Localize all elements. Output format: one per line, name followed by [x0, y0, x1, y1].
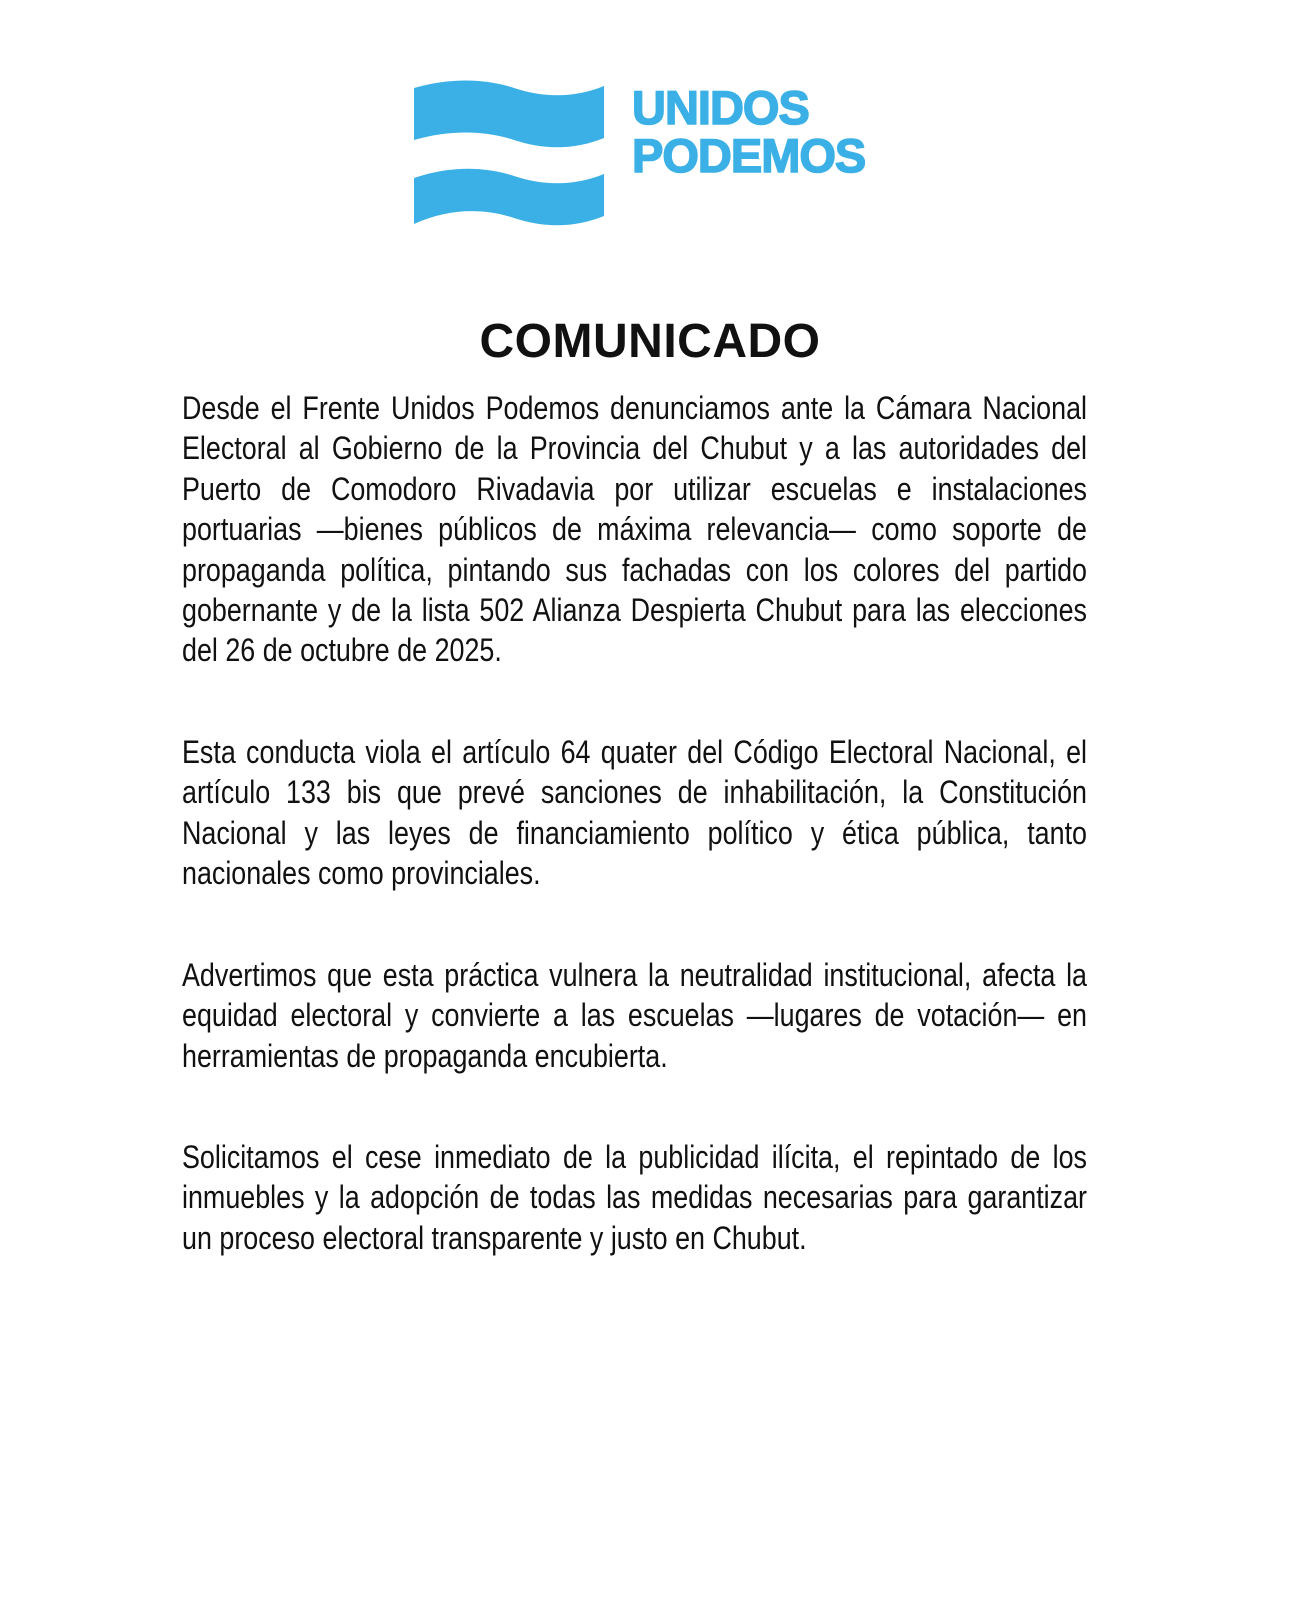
document-body [182, 388, 1087, 1319]
paragraph-violacion: Esta conducta viola el artículo 64 quater del Código Electoral Nacional, el artículo 133 bis que prevé sanciones de inhabilitación, la Constitución Nacional y las leyes de financiamiento político y ética pública, tanto nacionales como provinciales. [182, 734, 1087, 892]
party-logo [414, 78, 904, 228]
paragraph-wrapper [182, 1137, 1087, 1258]
paragraph-wrapper [182, 955, 1087, 1076]
paragraph-wrapper [182, 388, 1087, 671]
party-name-line1: UNIDOS [632, 81, 809, 134]
paragraph-advertencia: Advertimos que esta práctica vulnera la neutralidad institucional, afecta la equidad electoral y convierte a las escuelas —lugares de votación— en herramientas de propaganda encubierta. [182, 957, 1087, 1074]
party-name-line2: PODEMOS [632, 129, 866, 182]
paragraph-solicitud: Solicitamos el cese inmediato de la publicidad ilícita, el repintado de los inmuebles y la adopción de todas las medidas necesarias para garantizar un proceso electoral transparente y justo en Chubut. [182, 1139, 1087, 1256]
document-title: COMUNICADO [479, 315, 821, 368]
paragraph-denuncia: Desde el Frente Unidos Podemos denunciamos ante la Cámara Nacional Electoral al Gobierno de la Provincia del Chubut y a las autoridades del Puerto de Comodoro Rivadavia por utilizar escuelas e instalaciones portuarias —bienes públicos de máxima relevancia— como soporte de propaganda política, pintando sus fachadas con los colores del partido gobernante y de la lista 502 Alianza Despierta Chubut para las elecciones del 26 de octubre de 2025. [182, 390, 1087, 669]
flag-band-top [414, 81, 604, 148]
party-name [632, 81, 866, 182]
paragraph-wrapper [182, 732, 1087, 894]
flag-waves-icon [414, 78, 604, 228]
flag-band-bottom [414, 169, 604, 226]
